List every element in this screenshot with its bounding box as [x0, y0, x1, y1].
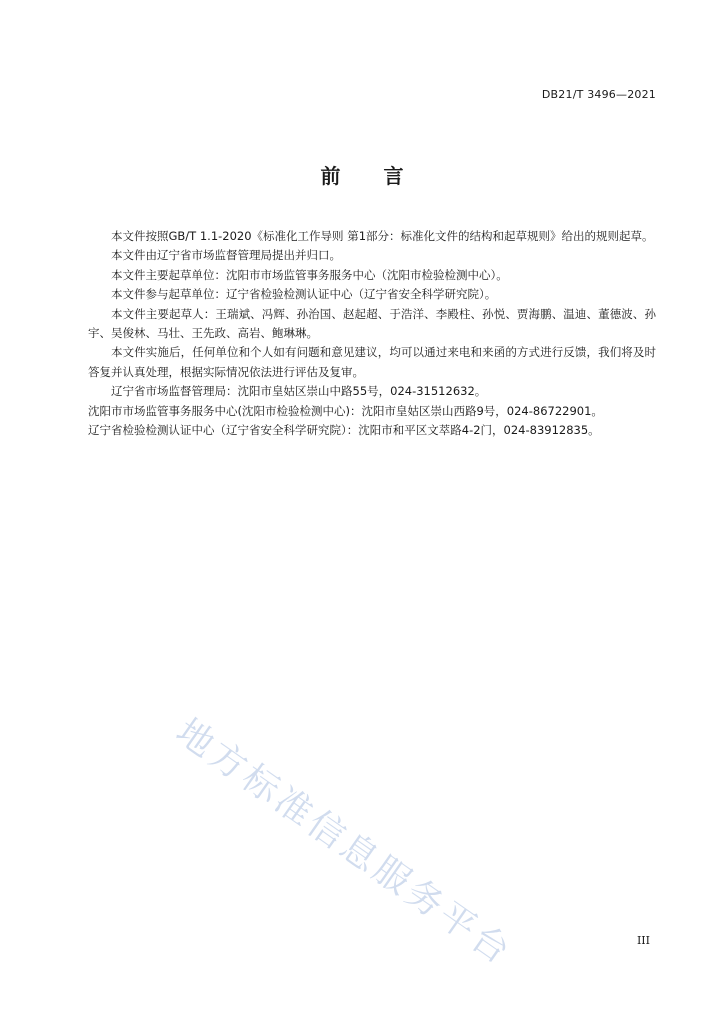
watermark: 地方标准信息服务平台 — [168, 711, 520, 975]
paragraph-contact-inspection-center: 辽宁省检验检测认证中心（辽宁省安全科学研究院）：沈阳市和平区文萃路4-2门，024-83912835。 — [88, 423, 600, 438]
paragraph-main-drafter-unit: 本文件主要起草单位：沈阳市市场监管事务服务中心（沈阳市检验检测中心）。 — [111, 267, 508, 282]
paragraph-drafting-rules: 本文件按照GB/T 1.1-2020《标准化工作导则 第1部分：标准化文件的结构和起草规则》给出的规则起草。 — [111, 229, 654, 243]
section-title: 前 言 — [320, 164, 422, 188]
paragraph-contact-service-center: 沈阳市市场监管事务服务中心(沈阳市检验检测中心)：沈阳市皇姑区崇山西路9号，024-86722901。 — [88, 403, 603, 418]
paragraph-feedback: 本文件实施后，任何单位和个人如有问题和意见建议，均可以通过来电和来函的方式进行反馈，我们将及时答复并认真处理，根据实际情况依法进行评估及复审。 — [88, 345, 656, 379]
foreword-body — [88, 227, 656, 440]
document-code: DB21/T 3496—2021 — [541, 88, 656, 101]
page-number: III — [636, 934, 650, 947]
paragraph-drafters: 本文件主要起草人：王瑞斌、冯辉、孙治国、赵起超、于浩洋、李殿柱、孙悦、贾海鹏、温迪、董德波、孙宇、吴俊林、马壮、王先政、高岩、鲍琳琳。 — [88, 306, 656, 341]
paragraph-proposer: 本文件由辽宁省市场监督管理局提出并归口。 — [111, 248, 341, 263]
paragraph-participating-unit: 本文件参与起草单位：辽宁省检验检测认证中心（辽宁省安全科学研究院）。 — [111, 287, 497, 302]
paragraph-contact-bureau: 辽宁省市场监督管理局：沈阳市皇姑区崇山中路55号，024-31512632。 — [111, 384, 487, 399]
